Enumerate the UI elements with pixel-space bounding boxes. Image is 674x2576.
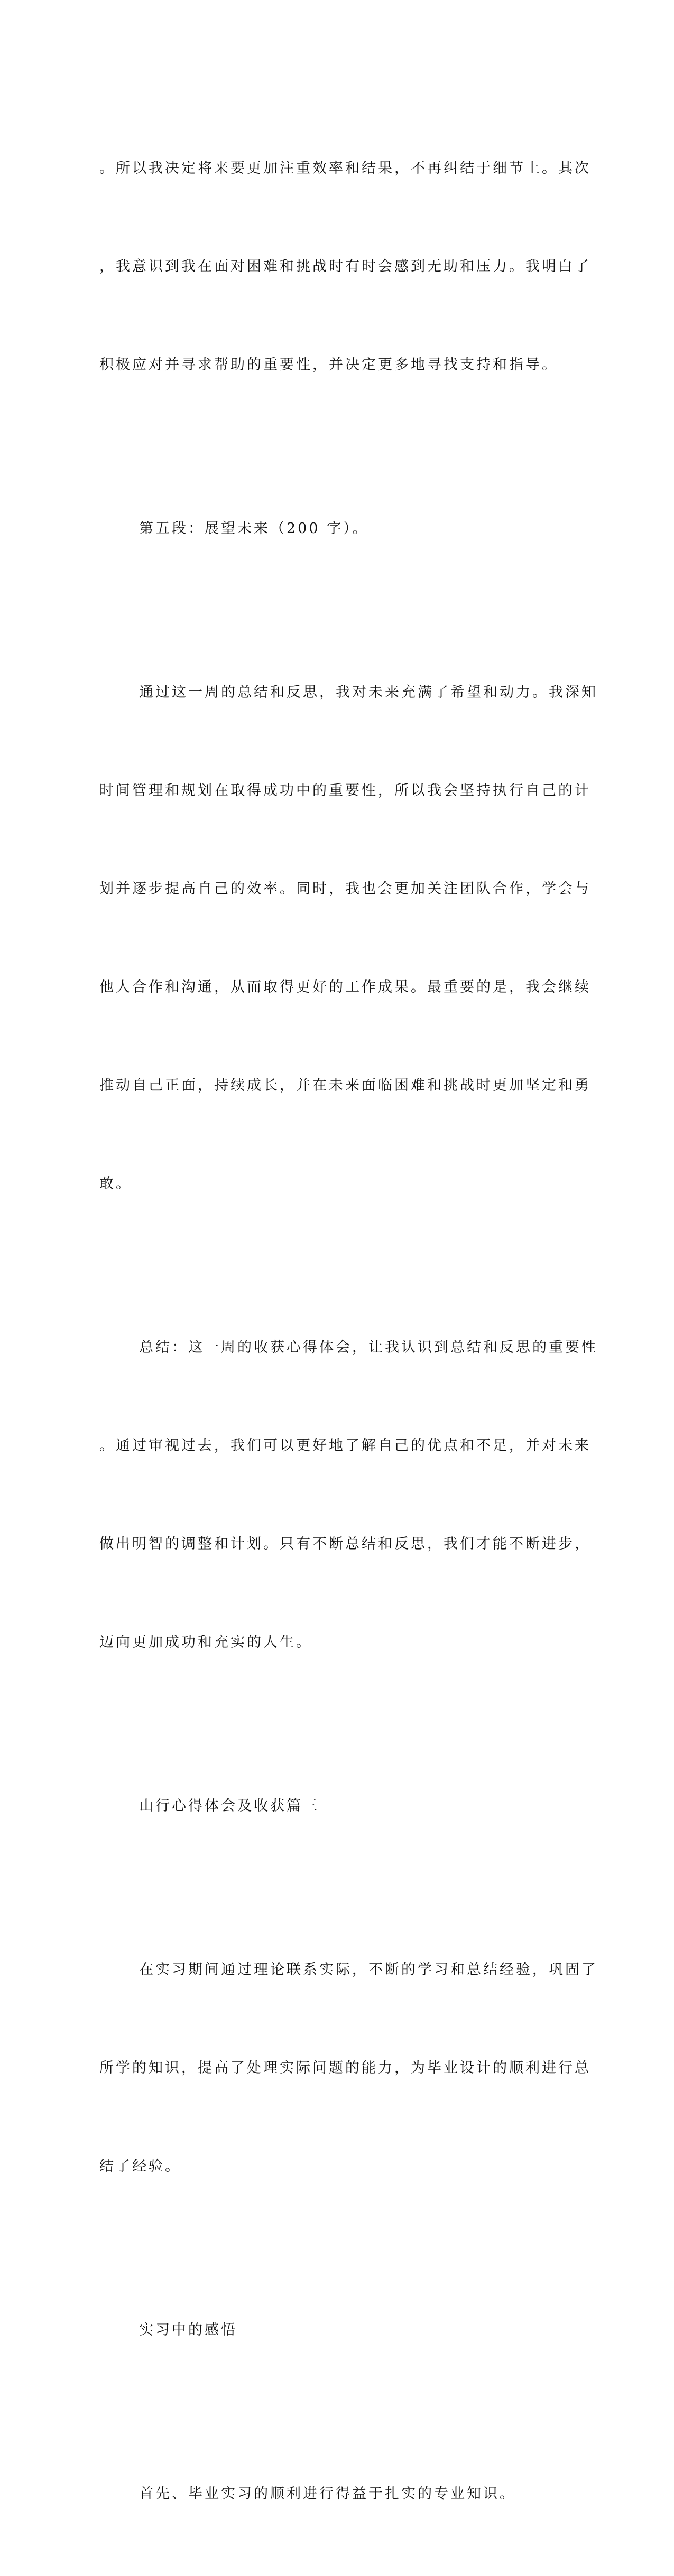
document-body — [99, 87, 598, 2576]
heading-line: 山行心得体会及收获篇三 — [139, 1798, 319, 1814]
subheading-insights — [99, 2248, 575, 2412]
text-line: 他人合作和沟通，从而取得更好的工作成果。最重要的是，我会继续 — [99, 979, 591, 995]
heading-line: 第五段：展望未来（200 字）。 — [139, 520, 369, 537]
text-line: 所学的知识，提高了处理实际问题的能力，为毕业设计的顺利进行总 — [99, 2060, 591, 2076]
heading-line: 实习中的感悟 — [139, 2322, 237, 2338]
text-line: 。所以我决定将来要更加注重效率和结果，不再纠结于细节上。其次 — [99, 160, 591, 176]
paragraph-efficiency — [99, 87, 591, 447]
text-line: ，我意识到我在面对困难和挑战时有时会感到无助和压力。我明白了 — [99, 258, 591, 275]
text-line: 结了经验。 — [99, 2158, 181, 2174]
text-line: 积极应对并寻求帮助的重要性，并决定更多地寻找支持和指导。 — [99, 357, 558, 373]
paragraph-first-point — [99, 2412, 575, 2576]
text-line: 首先、毕业实习的顺利进行得益于扎实的专业知识。 — [139, 2486, 516, 2502]
text-line: 敢。 — [99, 1175, 132, 1192]
text-line: 总结：这一周的收获心得体会，让我认识到总结和反思的重要性 — [139, 1339, 598, 1356]
text-line: 时间管理和规划在取得成功中的重要性，所以我会坚持执行自己的计 — [99, 782, 591, 799]
text-line: 推动自己正面，持续成长，并在未来面临困难和挑战时更加坚定和勇 — [99, 1077, 591, 1094]
paragraph-summary — [99, 1266, 598, 1724]
text-line: 做出明智的调整和计划。只有不断总结和反思，我们才能不断进步， — [99, 1536, 591, 1552]
text-line: 迈向更加成功和充实的人生。 — [99, 1634, 312, 1650]
text-line: 。通过审视过去，我们可以更好地了解自己的优点和不足，并对未来 — [99, 1438, 591, 1454]
text-line: 在实习期间通过理论联系实际，不断的学习和总结经验，巩固了 — [139, 1962, 598, 1978]
section-heading-fifth — [99, 447, 575, 611]
section-title-part-three — [99, 1724, 575, 1888]
text-line: 通过这一周的总结和反思，我对未来充满了希望和动力。我深知 — [139, 684, 598, 701]
paragraph-future — [99, 611, 598, 1266]
text-line: 划并逐步提高自己的效率。同时，我也会更加关注团队合作，学会与 — [99, 881, 591, 897]
paragraph-internship — [99, 1888, 598, 2248]
